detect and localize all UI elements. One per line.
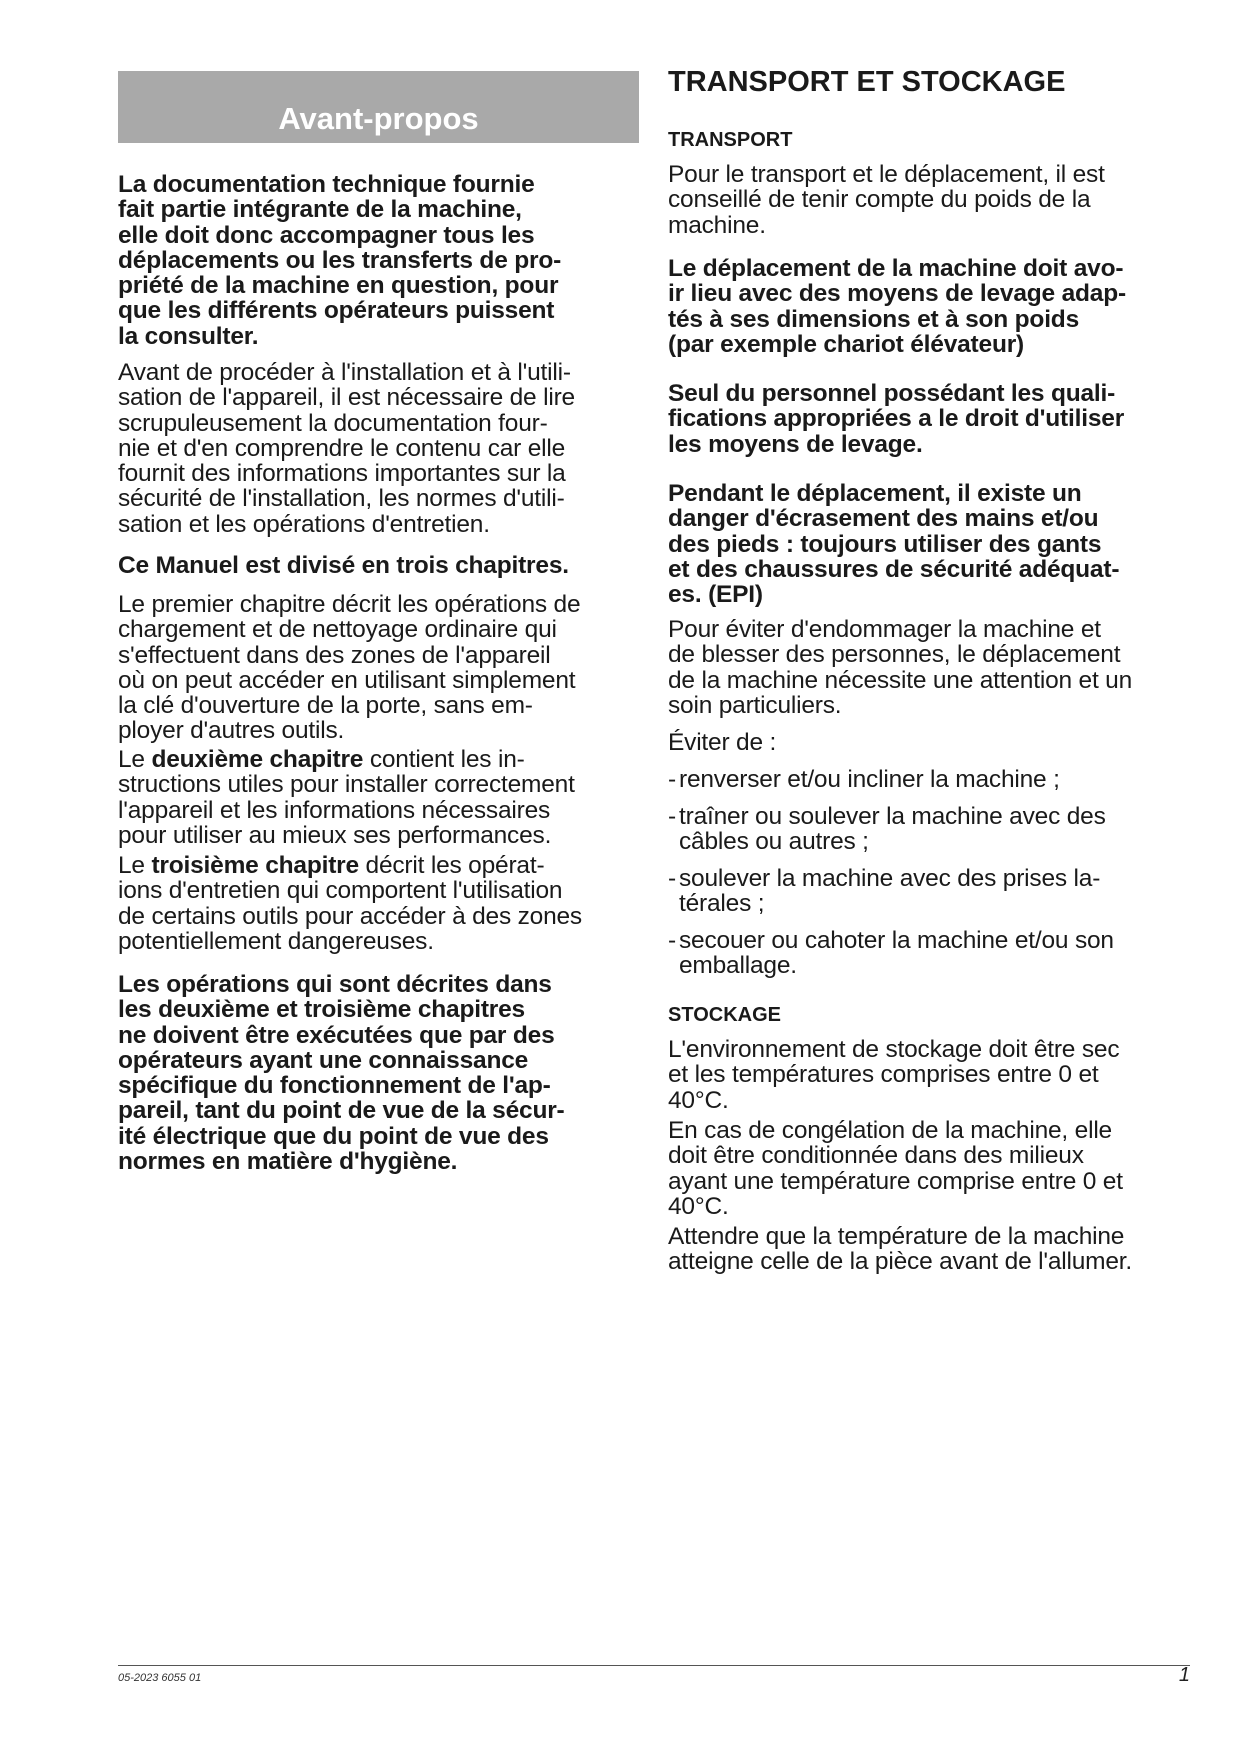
section-banner <box>118 71 639 143</box>
transport-heading: TRANSPORT <box>668 129 793 151</box>
operations-bold-paragraph: Les opérations qui sont décrites dans les deuxième et troisième chapitres ne doivent être exécutées que par des opérateurs ayant une connaissance spécifique du fonctionnement de l'ap- pareil, tant du point de vue de la sécur- ité électrique que du point de vue des normes en matière d'hygiène. <box>118 971 565 1176</box>
chapter1-paragraph: Le premier chapitre décrit les opérations de chargement et de nettoyage ordinaire qui s'effectuent dans des zones de l'appareil où on peut accéder en utilisant simplement la clé d'ouverture de la porte, sans em- ployer d'autres outils. <box>118 591 581 745</box>
storage-env-paragraph: L'environnement de stockage doit être sec et les températures comprises entre 0 et 40°C. <box>668 1036 1120 1114</box>
transport-intro-paragraph: Pour le transport et le déplacement, il est conseillé de tenir compte du poids de la machine. <box>668 161 1105 239</box>
document-code: 05-2023 6055 01 <box>118 1672 202 1684</box>
page-title: TRANSPORT ET STOCKAGE <box>668 66 1066 98</box>
chapter3-emphasis: troisième chapitre <box>151 852 359 879</box>
intro-bold-paragraph: La documentation technique fournie fait partie intégrante de la machine, elle doit donc accompagner tous les déplacements ou les transferts de pro- priété de la machine en question, pour que les différents opérateurs puissent la consulter. <box>118 171 562 350</box>
section-title: Avant-propos <box>278 101 479 136</box>
list-dash: - <box>668 865 676 892</box>
moving-bold-paragraph: Le déplacement de la machine doit avo- ir lieu avec des moyens de levage adap- tés à ses dimensions et à son poids (par exemple chariot élévateur) <box>668 255 1126 358</box>
wait-paragraph: Attendre que la température de la machine atteigne celle de la pièce avant de l'allumer. <box>668 1223 1133 1276</box>
avoid-damage-paragraph: Pour éviter d'endommager la machine et de blesser des personnes, le déplacement de la machine nécessite une attention et un soin particuliers. <box>668 616 1133 719</box>
personnel-bold-paragraph: Seul du personnel possédant les quali- fications appropriées a le droit d'utiliser les moyens de levage. <box>668 380 1125 458</box>
avoid-label: Éviter de : <box>668 729 777 756</box>
freezing-paragraph: En cas de congélation de la machine, elle doit être conditionnée dans des milieux ayant une température comprise entre 0 et 40°C. <box>668 1117 1123 1220</box>
before-install-paragraph: Avant de procéder à l'installation et à l'utili- sation de l'appareil, il est nécessaire de lire scrupuleusement la documentation four- nie et d'en comprendre le contenu car elle fournit des informations importantes sur la sécurité de l'installation, les normes d'utili- sation et les opérations d'entretien. <box>118 359 575 538</box>
manual-divided-heading: Ce Manuel est divisé en trois chapitres. <box>118 552 569 579</box>
danger-bold-paragraph: Pendant le déplacement, il existe un danger d'écrasement des mains et/ou des pieds : toujours utiliser des gants et des chaussures de sécurité adéquat- es. (EPI) <box>668 480 1120 609</box>
chapter3-paragraph: Le troisième chapitre décrit les opérat- ions d'entretien qui comportent l'utilisation de certains outils pour accéder à des zones potentiellement dangereuses. <box>118 852 582 955</box>
storage-heading: STOCKAGE <box>668 1004 781 1026</box>
page-number: 1 <box>1178 1664 1190 1686</box>
footer-divider <box>118 1665 1190 1666</box>
list-dash: - <box>668 803 676 830</box>
list-dash: - <box>668 766 676 793</box>
chapter2-emphasis: deuxième chapitre <box>151 746 364 773</box>
list-dash: - <box>668 927 676 954</box>
chapter2-paragraph: Le deuxième chapitre contient les in- structions utiles pour installer correctement l'appareil et les informations nécessaires pour utiliser au mieux ses performances. <box>118 746 575 849</box>
